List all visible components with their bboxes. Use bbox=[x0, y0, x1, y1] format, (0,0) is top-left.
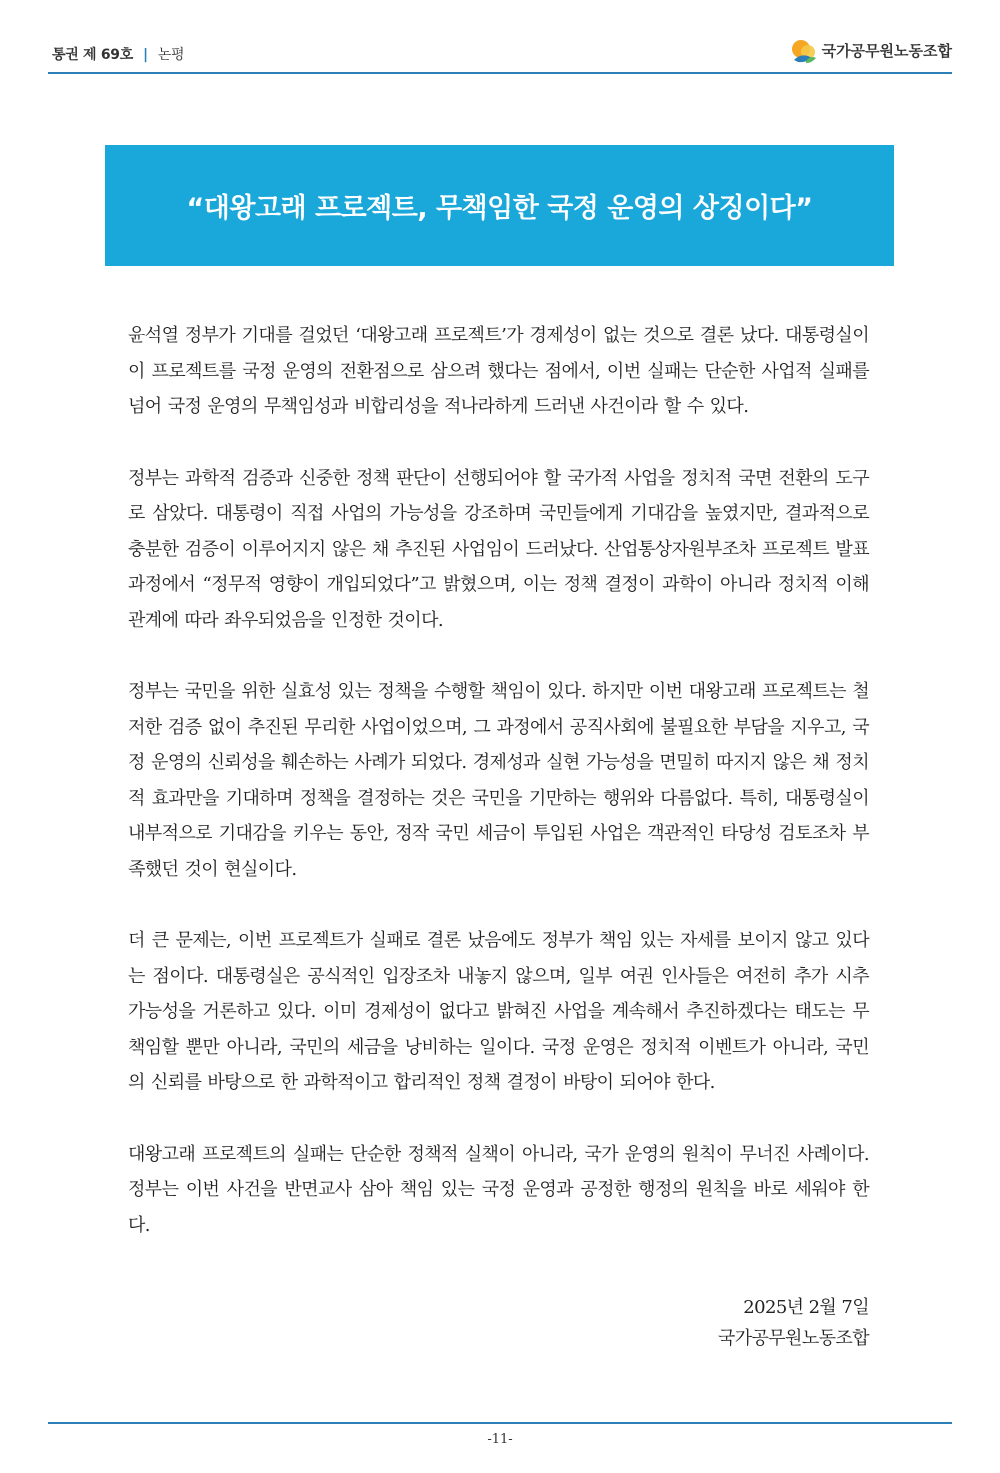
union-logo-icon bbox=[790, 36, 818, 64]
page-header bbox=[48, 28, 952, 74]
paragraph: 정부는 과학적 검증과 신중한 정책 판단이 선행되어야 할 국가적 사업을 정치적 국면 전환의 도구로 삼았다. 대통령이 직접 사업의 가능성을 강조하며 국민들에게 기대감을 높였지만, 결과적으로 충분한 검증이 이루어지지 않은 채 추진된 사업임이 드러났다. 산업통상자원부조차 프로젝트 발표 과정에서 “정무적 영향이 개입되었다”고 밝혔으며, 이는 정책 결정이 과학이 아니라 정치적 이해관계에 따라 좌우되었음을 인정한 것이다. bbox=[128, 467, 869, 631]
issue-number: 통권 제 69호 bbox=[52, 47, 133, 63]
section-label: 논평 bbox=[157, 47, 185, 63]
footer-rule bbox=[48, 1422, 952, 1424]
org-name: 국가공무원노동조합 bbox=[821, 41, 952, 60]
issue-info bbox=[52, 44, 184, 64]
signature-org: 국가공무원노동조합 bbox=[717, 1328, 869, 1349]
org-brand bbox=[790, 36, 952, 64]
header-separator: | bbox=[142, 47, 148, 63]
paragraph: 더 큰 문제는, 이번 프로젝트가 실패로 결론 났음에도 정부가 책임 있는 자세를 보이지 않고 있다는 점이다. 대통령실은 공식적인 입장조차 내놓지 않으며, 일부 여권 인사들은 여전히 추가 시추 가능성을 거론하고 있다. 이미 경제성이 없다고 밝혀진 사업을 계속해서 추진하겠다는 태도는 무책임할 뿐만 아니라, 국민의 세금을 낭비하는 일이다. 국정 운영은 정치적 이벤트가 아니라, 국민의 신뢰를 바탕으로 한 과학적이고 합리적인 정책 결정이 바탕이 되어야 한다. bbox=[128, 930, 869, 1093]
signature-date: 2025년 2월 7일 bbox=[743, 1297, 869, 1318]
paragraph: 윤석열 정부가 기대를 걸었던 ‘대왕고래 프로젝트’가 경제성이 없는 것으로 결론 났다. 대통령실이 이 프로젝트를 국정 운영의 전환점으로 삼으려 했다는 점에서, 이번 실패는 단순한 사업적 실패를 넘어 국정 운영의 무책임성과 비합리성을 적나라하게 드러낸 사건이라 할 수 있다. bbox=[128, 325, 869, 417]
title-banner bbox=[105, 145, 894, 266]
page-title: “대왕고래 프로젝트, 무책임한 국정 운영의 상징이다” bbox=[186, 193, 813, 224]
page-number: -11- bbox=[487, 1432, 513, 1447]
article-body bbox=[128, 318, 869, 1279]
paragraph: 정부는 국민을 위한 실효성 있는 정책을 수행할 책임이 있다. 하지만 이번 대왕고래 프로젝트는 철저한 검증 없이 추진된 무리한 사업이었으며, 그 과정에서 공직사회에 불필요한 부담을 지우고, 국정 운영의 신뢰성을 훼손하는 사례가 되었다. 경제성과 실현 가능성을 면밀히 따지지 않은 채 정치적 효과만을 기대하며 정책을 결정하는 것은 국민을 기만하는 행위와 다름없다. 특히, 대통령실이 내부적으로 기대감을 키우는 동안, 정작 국민 세금이 투입된 사업은 객관적인 타당성 검토조차 부족했던 것이 현실이다. bbox=[128, 681, 869, 880]
paragraph: 대왕고래 프로젝트의 실패는 단순한 정책적 실책이 아니라, 국가 운영의 원칙이 무너진 사례이다. 정부는 이번 사건을 반면교사 삼아 책임 있는 국정 운영과 공정한 행정의 원칙을 바로 세워야 한다. bbox=[128, 1143, 869, 1236]
